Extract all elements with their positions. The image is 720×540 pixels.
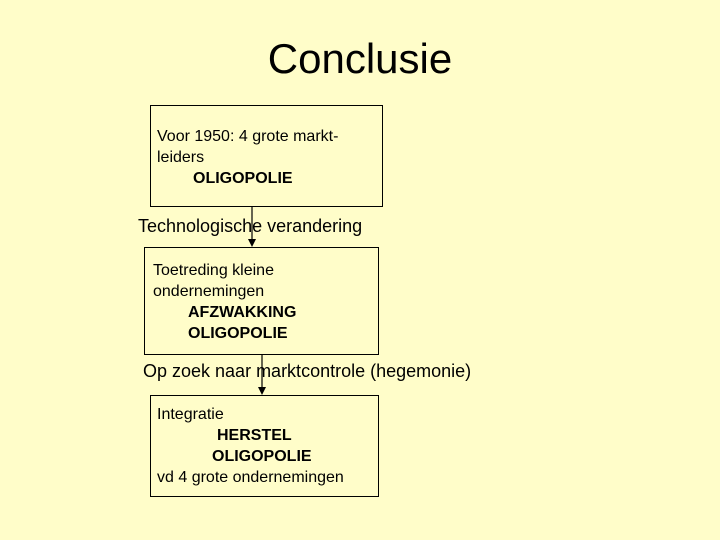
box1-emphasis: OLIGOPOLIE [193,170,293,187]
caption-technological-change: Technologische verandering [138,216,363,236]
box2-emphasis1: AFZWAKKING [188,304,297,321]
arrow-box1-to-box2 [248,207,256,247]
box1-line2: leiders [157,149,205,166]
box3-line1: Integratie [157,406,224,423]
box2-emphasis2: OLIGOPOLIE [188,325,288,342]
box3-emphasis2: OLIGOPOLIE [212,448,312,465]
box3-line2: vd 4 grote ondernemingen [157,469,344,486]
box1-line1: Voor 1950: 4 grote markt- [157,128,339,145]
arrow-box2-to-box3 [258,355,266,395]
box2-line2: ondernemingen [153,283,265,300]
box2-line1: Toetreding kleine [153,262,274,279]
box3-emphasis1: HERSTEL [217,427,292,444]
slide-title: Conclusie [267,35,453,82]
caption-market-control: Op zoek naar marktcontrole (hegemonie) [143,361,472,381]
